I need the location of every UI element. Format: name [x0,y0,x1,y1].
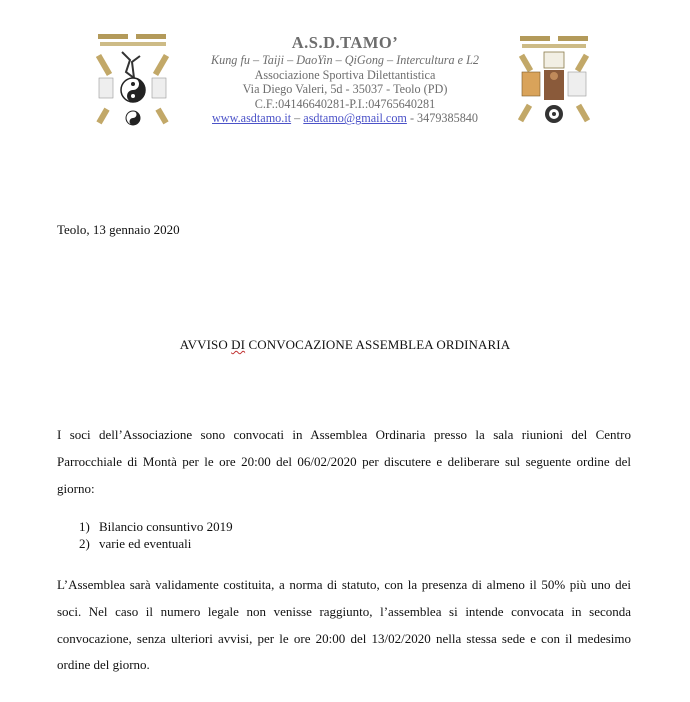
organization-name: A.S.D.TAMO’ [291,33,399,52]
website-link[interactable]: www.asdtamo.it [212,111,292,126]
contact-separator: – [291,111,304,126]
tax-ids-line: C.F.:04146640281-P.I.:04765640281 [254,96,436,111]
address-line: Via Diego Valeri, 5d - 35037 - Teolo (PD) [242,82,448,97]
agenda-item [79,536,233,553]
date-line: Teolo, 13 gennaio 2020 [57,222,180,237]
agenda-list [79,519,233,552]
agenda-item-text: varie ed eventuali [99,535,192,551]
convocation-paragraph: I soci dell’Associazione sono convocati in Assemblea Ordinaria presso la sala riunioni del Centro Parrocchiale di Montà per le ore 20:00 del 06/02/2020 per discutere e deliberare sul seguente ordine del giorno: [57,427,631,496]
quorum-paragraph: L’Assemblea sarà validamente costituita, a norma di statuto, con la presenza di almeno il 50% più uno dei soci. Nel caso il numero legale non venisse raggiunto, l’assemblea si intende convocata in seconda convocazione, senza ulteriori avvisi, per le ore 20:00 del 13/02/2020 nella stessa sede e con il medesimo ordine del giorno. [57,577,631,673]
title-part: AVVISO [179,337,232,352]
agenda-item [79,519,233,536]
association-type: Associazione Sportiva Dilettantistica [254,67,436,82]
document-title [0,337,690,353]
agenda-item-number: 2) [79,535,90,551]
letterhead [180,33,510,126]
phone-number: - 3479385840 [406,111,478,126]
contact-line [180,111,510,126]
agenda-item-number: 1) [79,519,90,534]
title-part: CONVOCAZIONE ASSEMBLEA ORDINARIA [245,337,511,352]
agenda-item-text: Bilancio consuntivo 2019 [99,519,233,534]
email-link[interactable]: asdtamo@gmail.com [303,111,407,126]
title-spellcheck-word: DI [231,337,246,352]
association-logo-right [518,34,590,128]
disciplines-line: Kung fu – Taiji – DaoYin – QiGong – Intercultura e L2 [210,53,480,67]
association-logo-left [96,32,170,128]
